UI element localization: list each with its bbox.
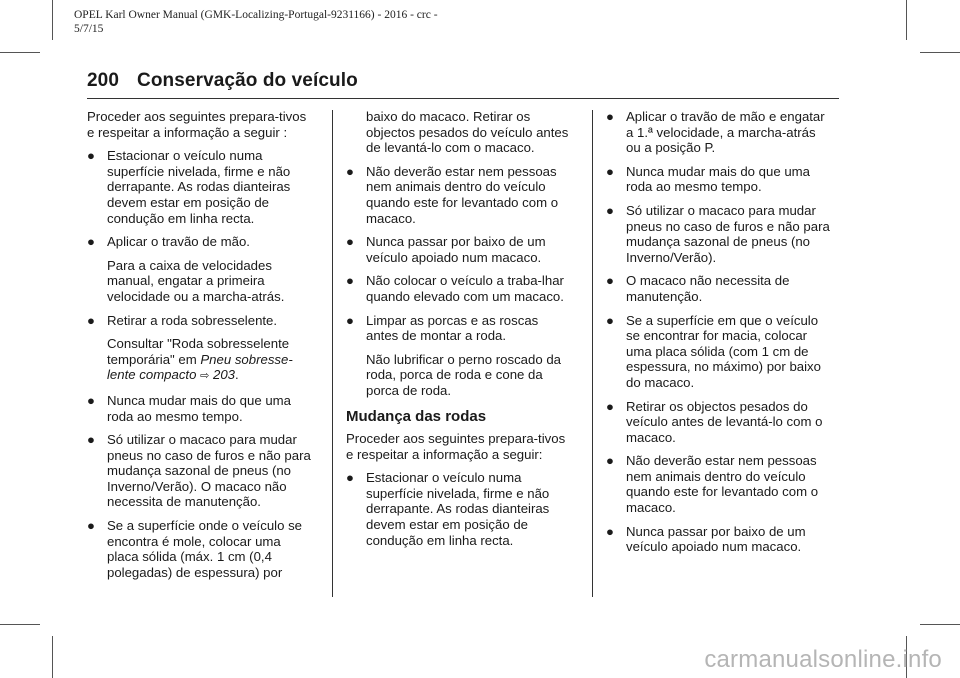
list-item: ● Não colocar o veículo a traba-lhar quando elevado com um macaco. xyxy=(346,273,564,304)
column-3 xyxy=(606,109,832,563)
bullet-icon: ● xyxy=(346,312,354,328)
bullet-icon: ● xyxy=(87,312,95,328)
page-number: 200 xyxy=(87,70,120,91)
sub-paragraph: Consultar "Roda sobresselente temporária" em Pneu sobresse-lente compacto ⇨ 203. xyxy=(107,336,293,383)
bullet-icon: ● xyxy=(606,202,614,218)
page-title: Conservação do veículo xyxy=(137,70,358,91)
list-item: ● Retirar a roda sobresselente. xyxy=(87,312,278,328)
list-item: ● Nunca mudar mais do que uma roda ao mesmo tempo. xyxy=(87,392,291,424)
list-item: ● Nunca passar por baixo de um veículo apoiado num macaco. xyxy=(346,234,546,265)
bullet-icon: ● xyxy=(87,518,95,534)
bullet-icon: ● xyxy=(606,453,614,469)
list-item: ● Só utilizar o macaco para mudar pneus no caso de furos e não para mudança sazonal de pneus (no Inverno/Verão). xyxy=(606,202,830,265)
intro-paragraph: Proceder aos seguintes prepara-tivos e respeitar a informação a seguir: xyxy=(346,431,566,462)
print-header: OPEL Karl Owner Manual (GMK-Localizing-Portugal-9231166) - 2016 - crc - 5/7/15 xyxy=(74,9,438,35)
bullet-icon: ● xyxy=(606,312,614,328)
list-item: ● Nunca mudar mais do que uma roda ao mesmo tempo. xyxy=(606,163,810,195)
bullet-icon: ● xyxy=(346,273,354,289)
watermark: carmanualsonline.info xyxy=(704,646,942,673)
crop-mark xyxy=(920,52,960,53)
sub-paragraph: Para a caixa de velocidades manual, engatar a primeira velocidade ou a marcha-atrás. xyxy=(107,257,285,304)
bullet-icon: ● xyxy=(346,234,354,250)
cross-reference-page[interactable]: 203 xyxy=(213,367,236,383)
crop-mark xyxy=(52,0,53,40)
list-item: ● Se a superfície em que o veículo se encontrar for macia, colocar uma placa sólida (com 1 cm de espessura, no máximo) por baixo do macaco. xyxy=(606,312,821,390)
crop-mark xyxy=(920,624,960,625)
column-2 xyxy=(346,109,572,556)
list-item: ● O macaco não necessita de manutenção. xyxy=(606,273,790,304)
bullet-icon: ● xyxy=(346,470,354,486)
cross-reference-link[interactable]: Pneu sobresse-lente compacto xyxy=(107,351,293,383)
bullet-icon: ● xyxy=(606,523,614,539)
column-divider xyxy=(332,110,333,597)
heading-rule xyxy=(87,98,839,99)
list-item: ● Aplicar o travão de mão. xyxy=(87,234,250,250)
page-ref-arrow-icon: ⇨ xyxy=(200,370,210,383)
list-item: ● Se a superfície onde o veículo se encontra é mole, colocar uma placa sólida (máx. 1 cm (0,4 polegadas) de espessura) por xyxy=(87,518,303,580)
bullet-icon: ● xyxy=(346,163,354,179)
bullet-icon: ● xyxy=(606,109,614,124)
intro-paragraph: Proceder aos seguintes prepara-tivos e respeitar a informação a seguir : xyxy=(87,109,307,140)
list-item: ● Só utilizar o macaco para mudar pneus no caso de furos e não para mudança sazonal de pneus (no Inverno/Verão). O macaco não necessita de manutenção. xyxy=(87,432,311,510)
crop-mark xyxy=(906,0,907,40)
list-item: ● Não deverão estar nem pessoas nem animais dentro do veículo quando este for levantado com o macaco. xyxy=(346,163,559,226)
bullet-icon: ● xyxy=(87,234,95,250)
list-item: ● Retirar os objectos pesados do veículo antes de levantá-lo com o macaco. xyxy=(606,398,823,445)
bullet-icon: ● xyxy=(87,432,95,448)
list-item: ● Estacionar o veículo numa superfície nivelada, firme e não derrapante. As rodas dianteiras devem estar em posição de condução em linha recta. xyxy=(346,470,550,548)
section-heading: Mudança das rodas xyxy=(346,407,487,425)
bullet-icon: ● xyxy=(87,392,95,408)
crop-mark xyxy=(52,636,53,678)
bullet-icon: ● xyxy=(606,163,614,179)
list-item: ● Limpar as porcas e as roscas antes de montar a roda. xyxy=(346,312,539,344)
crop-mark xyxy=(0,624,40,625)
column-1 xyxy=(87,109,313,588)
continued-paragraph: baixo do macaco. Retirar os objectos pesados do veículo antes de levantá-lo com o macaco. xyxy=(366,109,569,156)
list-item: ● Estacionar o veículo numa superfície nivelada, firme e não derrapante. As rodas dianteiras devem estar em posição de condução em linha recta. xyxy=(87,148,291,226)
list-item: ● Nunca passar por baixo de um veículo apoiado num macaco. xyxy=(606,523,806,555)
column-divider xyxy=(592,110,593,597)
page-heading xyxy=(87,70,358,92)
list-item: ● Não deverão estar nem pessoas nem animais dentro do veículo quando este for levantado com o macaco. xyxy=(606,453,819,516)
sub-paragraph: Não lubrificar o perno roscado da roda, porca de roda e cone da porca de roda. xyxy=(366,351,561,398)
bullet-icon: ● xyxy=(606,398,614,414)
bullet-icon: ● xyxy=(87,148,95,164)
bullet-icon: ● xyxy=(606,273,614,289)
crop-mark xyxy=(0,52,40,53)
list-item: ● Aplicar o travão de mão e engatar a 1.ª velocidade, a marcha-atrás ou a posição P. xyxy=(606,109,825,156)
